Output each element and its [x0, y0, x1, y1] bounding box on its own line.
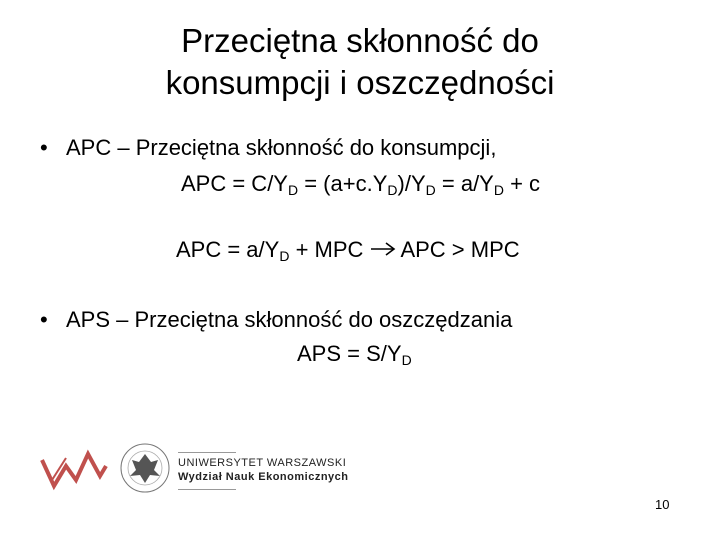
divider-top: [178, 452, 236, 453]
page-number: 10: [655, 497, 670, 512]
bullet-marker: •: [40, 135, 48, 160]
university-line-1: UNIWERSYTET WARSZAWSKI: [178, 457, 347, 469]
bullet-aps-text: APS – Przeciętna skłonność do oszczędzania: [66, 307, 513, 332]
university-line-2: Wydział Nauk Ekonomicznych: [178, 471, 349, 483]
bullet-apc: [40, 135, 496, 161]
title-line-2: konsumpcji i oszczędności: [165, 64, 555, 101]
university-name: [178, 456, 349, 484]
formula-apc-mpc: APC = $a/Y_D$ + MPC APC > MPC: [176, 237, 520, 264]
bullet-apc-text: APC – Przeciętna skłonność do konsumpcji,: [66, 135, 497, 160]
title-line-1: Przeciętna skłonność do: [181, 22, 539, 59]
bullet-marker: •: [40, 307, 48, 332]
formula-apc-expansion: APC = $C/Y_D = (a+c.Y_D)/Y_D = a/Y_D + c$: [181, 171, 541, 198]
slide-title: [0, 20, 720, 104]
faculty-logo-icon: [40, 440, 170, 500]
arrow-right-icon: [370, 242, 396, 256]
formula-aps: APS = $S/Y_D$: [297, 341, 412, 368]
divider-bottom: [178, 489, 236, 490]
bullet-aps: [40, 307, 512, 333]
